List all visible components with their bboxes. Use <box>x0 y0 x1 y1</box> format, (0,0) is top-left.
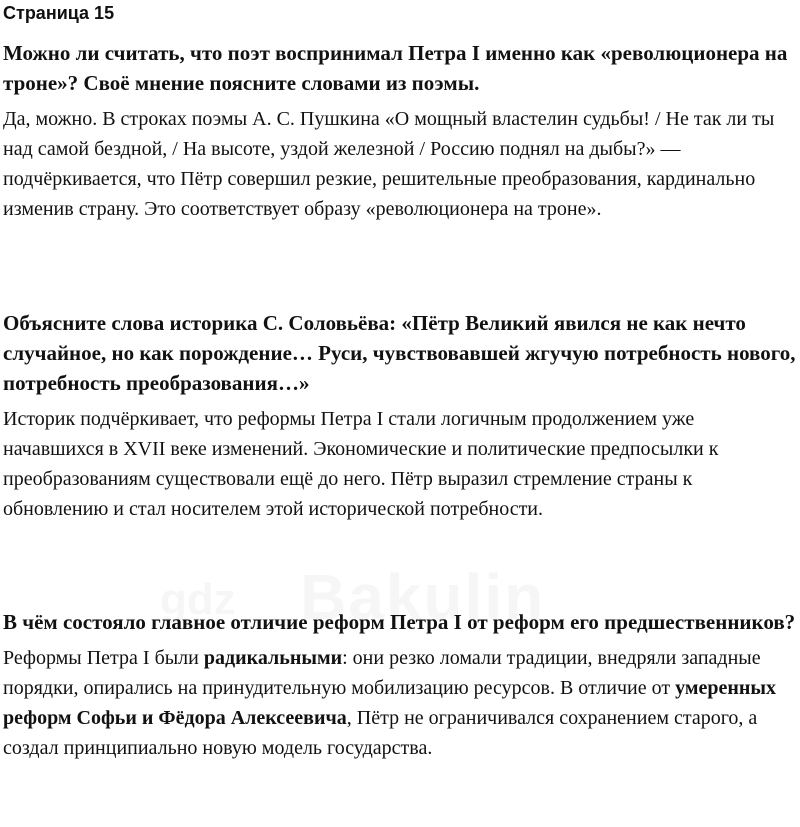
answer-3-text-part-3: , Пётр не ограничивался сохранением старого, а создал принципиально новую модель государства. <box>3 707 758 759</box>
qa-section-2 <box>3 308 797 524</box>
answer-3-text-part-1: Реформы Петра I были <box>3 647 204 669</box>
qa-section-1 <box>3 38 797 224</box>
answer-1: Да, можно. В строках поэмы А. С. Пушкина «О мощный властелин судьбы! / Не так ли ты над самой бездной, / На высоте, уздой железной / Россию поднял на дыбы?» — подчёркивается, что Пётр совершил резкие, решительные преобразования, кардинально изменив страну. Это соответствует образу «революционера на троне». <box>3 108 775 220</box>
answer-3 <box>3 643 797 763</box>
page-header: Страница 15 <box>3 3 115 23</box>
question-1: Можно ли считать, что поэт воспринимал Петра I именно как «революционера на троне»? Своё мнение поясните словами из поэмы. <box>3 41 788 95</box>
answer-2: Историк подчёркивает, что реформы Петра I стали логичным продолжением уже начавшихся в XVII веке изменений. Экономические и политические предпосылки к преобразованиям существовали ещё до него. Пётр выразил стремление страны к обновлению и стал носителем этой исторической потребности. <box>3 408 719 520</box>
answer-3-bold-radical: радикальными <box>203 647 343 669</box>
answer-3-bold-moderate-reforms: умеренных реформ Софьи и Фёдора Алексеевича <box>3 677 776 729</box>
question-3: В чём состояло главное отличие реформ Петра I от реформ его предшественников? <box>3 610 796 634</box>
question-2: Объясните слова историка С. Соловьёва: «Пётр Великий явился не как нечто случайное, но как порождение… Руси, чувствовавшей жгучую потребность нового, потребность преобразования…» <box>3 311 796 395</box>
qa-section-3 <box>3 607 797 763</box>
answer-3-text-part-2: : они резко ломали традиции, внедряли западные порядки, опирались на принудительную мобилизацию ресурсов. В отличие от <box>3 647 761 699</box>
